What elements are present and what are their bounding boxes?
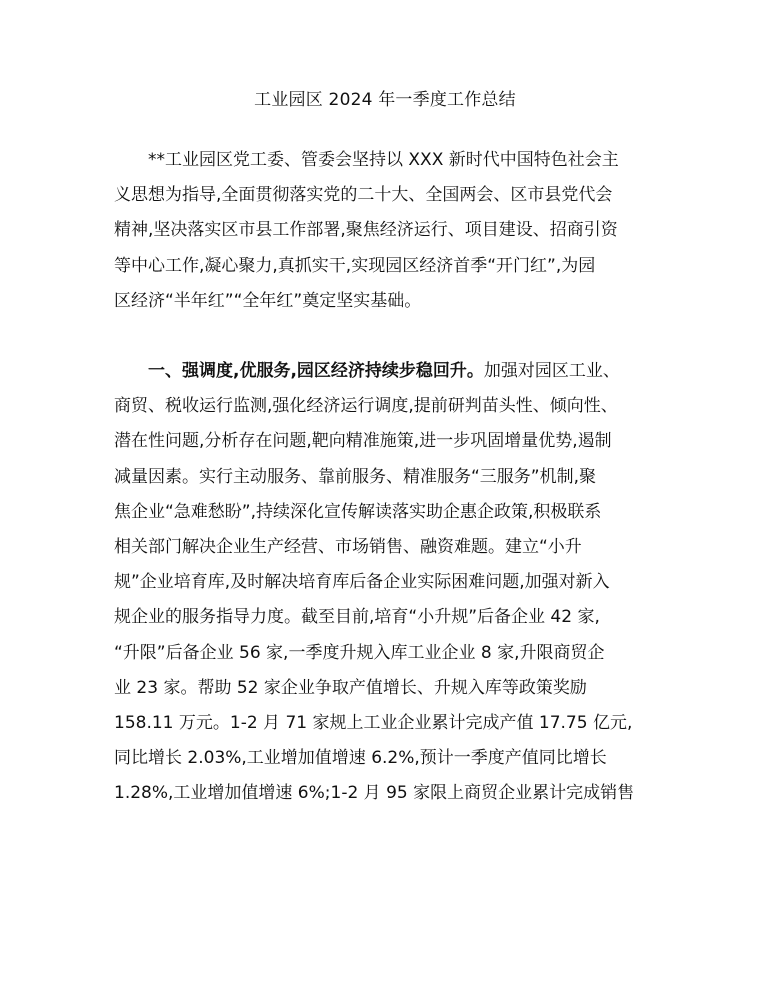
paragraph-line: 区经济“半年红”“全年红”奠定坚实基础。 xyxy=(114,290,422,311)
paragraph-line: “升限”后备企业 56 家,一季度升规入库工业企业 8 家,升限商贸企 xyxy=(114,642,605,663)
paragraph-line: 商贸、税收运行监测,强化经济运行调度,提前研判苗头性、倾向性、 xyxy=(114,396,618,417)
paragraph-line: 1.28%,工业增加值增速 6%;1-2 月 95 家限上商贸企业累计完成销售 xyxy=(114,783,635,804)
paragraph-line: 精神,坚决落实区市县工作部署,聚焦经济运行、项目建设、招商引资 xyxy=(114,220,618,241)
paragraph-section-1 xyxy=(114,354,656,811)
paragraph-line: 业 23 家。帮助 52 家企业争取产值增长、升规入库等政策奖励 xyxy=(114,677,587,698)
paragraph-line: 同比增长 2.03%,工业增加值增速 6.2%,预计一季度产值同比增长 xyxy=(114,748,607,769)
paragraph-line: 减量因素。实行主动服务、靠前服务、精准服务“三服务”机制,聚 xyxy=(114,466,597,487)
document-title: 工业园区 2024 年一季度工作总结 xyxy=(254,90,516,110)
paragraph-line: 158.11 万元。1-2 月 71 家规上工业企业累计完成产值 17.75 亿元, xyxy=(114,712,633,733)
paragraph-line: 规企业的服务指导力度。截至目前,培育“小升规”后备企业 42 家, xyxy=(114,607,600,628)
paragraph-line: 焦企业“急难愁盼”,持续深化宣传解读落实助企惠企政策,积极联系 xyxy=(114,501,602,522)
paragraph-first-line xyxy=(114,354,656,389)
paragraph-line: 规”企业培育库,及时解决培育库后备企业实际困难问题,加强对新入 xyxy=(114,572,610,593)
paragraph-line-rest: 加强对园区工业、 xyxy=(483,361,620,381)
paragraph-line: 等中心工作,凝心聚力,真抓实干,实现园区经济首季“开门红”,为园 xyxy=(114,255,596,276)
paragraph-line: 潜在性问题,分析存在问题,靶向精准施策,进一步巩固增量优势,遏制 xyxy=(114,431,612,452)
section-heading: 一、强调度,优服务,园区经济持续步稳回升。 xyxy=(148,361,484,381)
paragraph-intro xyxy=(114,143,656,319)
paragraph-line: 相关部门解决企业生产经营、市场销售、融资难题。建立“小升 xyxy=(114,536,582,557)
paragraph-line: 义思想为指导,全面贯彻落实党的二十大、全国两会、区市县党代会 xyxy=(114,185,613,206)
paragraph-line: **工业园区党工委、管委会坚持以 XXX 新时代中国特色社会主 xyxy=(148,150,619,170)
